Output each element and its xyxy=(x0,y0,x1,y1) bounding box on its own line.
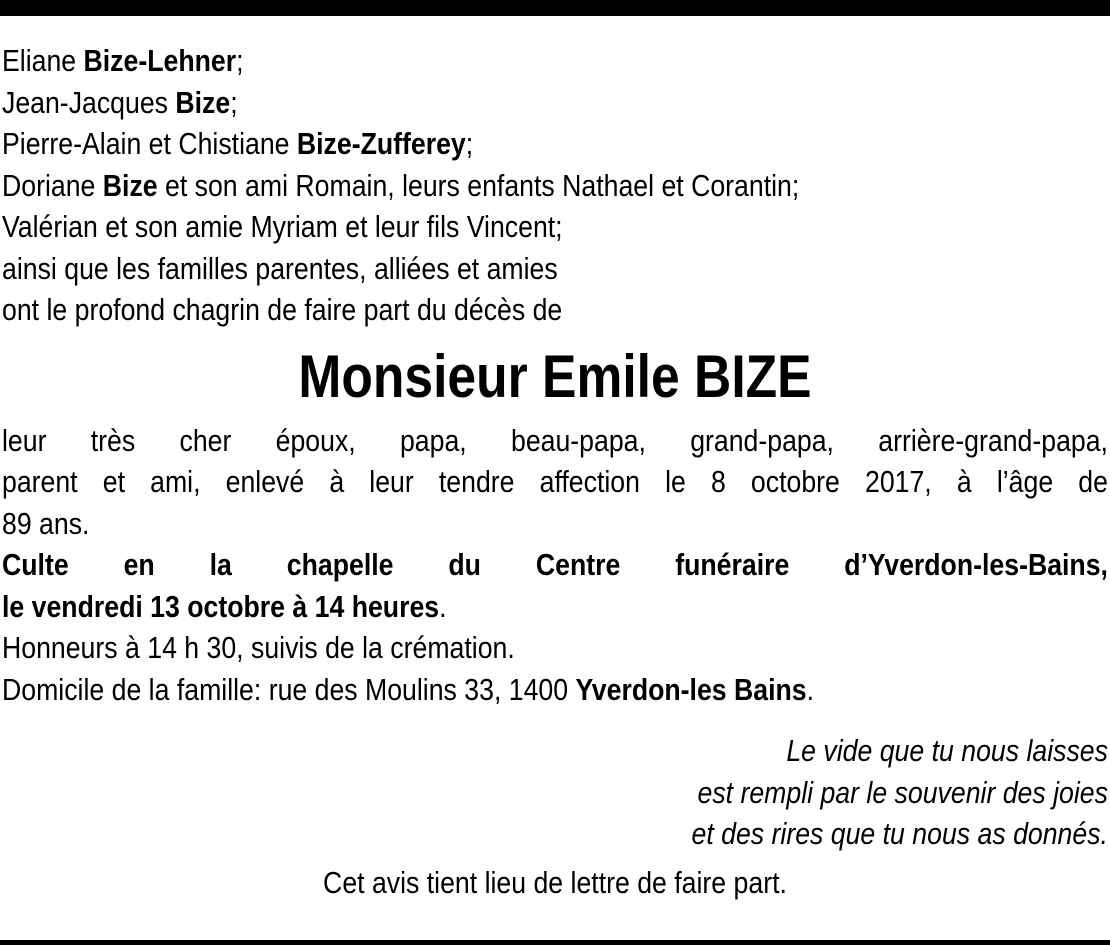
ceremony-line: Culte en la chapelle du Centre funéraire d’Yverdon-les-Bains, xyxy=(2,547,1108,582)
description-paragraph xyxy=(2,420,1108,545)
closing-note: Cet avis tient lieu de lettre de faire part. xyxy=(323,864,787,900)
top-border-rule xyxy=(0,0,1110,16)
mourner-line: ainsi que les familles parentes, alliées et amies xyxy=(2,250,558,286)
obituary-notice xyxy=(2,40,1108,903)
poem-line: Le vide que tu nous laisses xyxy=(786,733,1108,768)
family-name: Bize xyxy=(102,167,158,203)
mourner-line: Valérian et son amie Myriam et leur fils Vincent; xyxy=(2,209,563,244)
memorial-poem xyxy=(2,730,1108,855)
poem-line: et des rires que tu nous as donnés. xyxy=(691,816,1108,851)
ceremony-date-line: le vendredi 13 octobre à 14 heures. xyxy=(2,588,447,624)
domicile-line: Domicile de la famille: rue des Moulins 33, 1400 Yverdon-les Bains. xyxy=(2,671,815,707)
announcement-line: ont le profond chagrin de faire part du décès de xyxy=(2,292,563,327)
mourner-line: Eliane Bize-Lehner; xyxy=(2,43,244,78)
poem-line: est rempli par le souvenir des joies xyxy=(697,774,1108,810)
ceremony-info xyxy=(2,544,1108,627)
description-line: 89 ans. xyxy=(2,505,90,541)
deceased-name-heading: Monsieur Emile BIZE xyxy=(298,342,812,410)
mourner-line: Jean-Jacques Bize; xyxy=(2,84,238,120)
mourners-list xyxy=(2,40,1108,331)
family-name: Bize-Lehner xyxy=(83,43,237,78)
mourner-line: Doriane Bize et son ami Romain, leurs enfants Nathael et Corantin; xyxy=(2,167,800,203)
mourner-line: Pierre-Alain et Chistiane Bize-Zufferey; xyxy=(2,126,474,161)
bottom-border-rule xyxy=(0,940,1110,945)
description-line: parent et ami, enlevé à leur tendre affection le 8 octobre 2017, à l’âge de xyxy=(2,464,1108,499)
family-name: Bize xyxy=(175,84,231,120)
honours-line: Honneurs à 14 h 30, suivis de la crémation. xyxy=(2,630,515,665)
family-name: Bize-Zufferey xyxy=(296,126,466,161)
description-line: leur très cher époux, papa, beau-papa, grand-papa, arrière-grand-papa, xyxy=(2,422,1108,458)
